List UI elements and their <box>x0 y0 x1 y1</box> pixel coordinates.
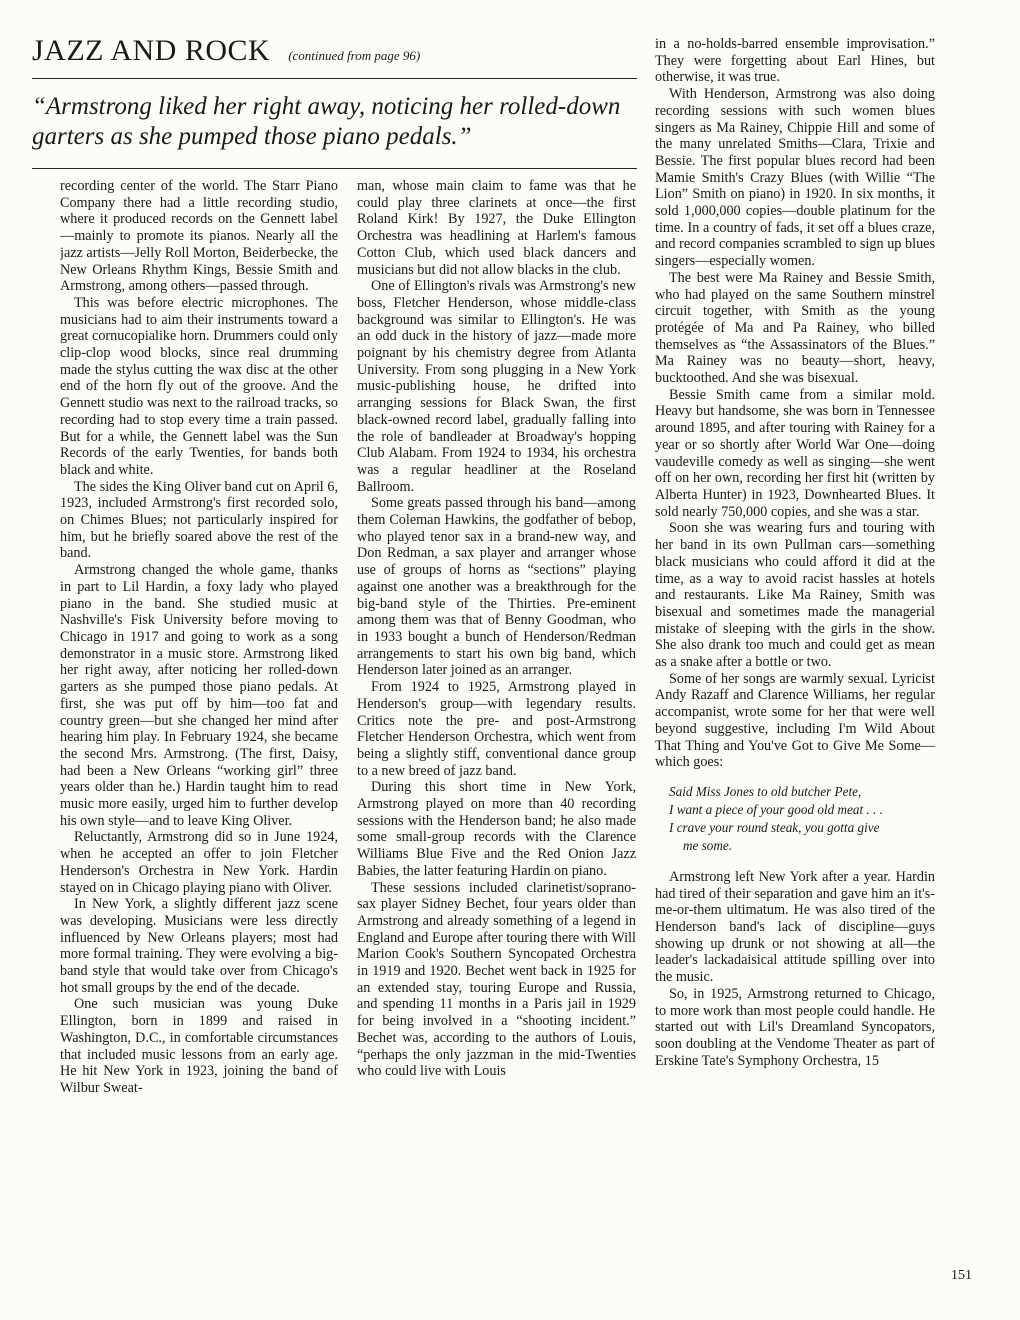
paragraph: The sides the King Oliver band cut on April 6, 1923, included Armstrong's first recorded solo, on Chimes Blues; not particularly inspired for him, but he briefly soared above the rest of the band. <box>60 478 338 562</box>
paragraph: One such musician was young Duke Ellington, born in 1899 and raised in Washington, D.C., in comfortable circumstances that included music lessons from an early age. He hit New York in 1923, joining the band of Wilbur Sweat- <box>60 996 338 1096</box>
paragraph: Some of her songs are warmly sexual. Lyricist Andy Razaff and Clarence Williams, her regular accompanist, wrote some for her that were well beyond suggestive, including I'm Wild About That Thing and You've Got to Give Me Some—which goes: <box>655 670 935 771</box>
continuation-note: (continued from page 96) <box>288 48 421 63</box>
paragraph: One of Ellington's rivals was Armstrong's new boss, Fletcher Henderson, whose middle-class background was similar to Ellington's. He was an odd duck in the history of jazz—made more poignant by his chemistry degree from Atlanta University. From song plugging in a New York music-publishing house, he drifted into arranging sessions for Black Swan, the first black-owned record label, gradually falling into the role of bandleader at Broadway's hopping Club Alabam. From 1924 to 1934, his orchestra was a regular headliner at the Roseland Ballroom. <box>357 278 636 495</box>
column-3 <box>655 36 935 1290</box>
paragraph: Armstrong left New York after a year. Hardin had tired of their separation and gave him an it's-me-or-them ultimatum. He was also tired of the Henderson band's lack of discipline—guys showing up drunk or not showing at all—the leader's lackadaisical attitude spilling over into the music. <box>655 868 935 986</box>
paragraph: Bessie Smith came from a similar mold. Heavy but handsome, she was born in Tennessee around 1895, and after touring with Rainey for a year or so shortly after World War One—doing vaudeville comedy as well as singing—she went off on her own, recording her first hit (written by Alberta Hunter) in 1923, Downhearted Blues. It sold nearly 750,000 copies, and she was a star. <box>655 386 935 520</box>
paragraph: Soon she was wearing furs and touring with her band in its own Pullman cars—something black musicians who could afford it did at the time, as a way to avoid racist hassles at hotels and restaurants. Like Ma Rainey, Smith was bisexual and sometimes made the managerial mistake of sleeping with the girls in the show. She also drank too much and could get as mean as a snake after a bottle or two. <box>655 520 935 671</box>
paragraph: In New York, a slightly different jazz scene was developing. Musicians were less directly influenced by New Orleans players; most had more formal training. They were evolving a big-band style that would take over from Chicago's hot small groups by the end of the decade. <box>60 896 338 996</box>
column-1 <box>60 178 338 1290</box>
paragraph: From 1924 to 1925, Armstrong played in Henderson's group—with legendary results. Critics note the pre- and post-Armstrong Fletcher Henderson Orchestra, which went from being a slightly stiff, conventional dance group to a new breed of jazz band. <box>357 679 636 779</box>
paragraph: This was before electric microphones. The musicians had to aim their instruments toward a great cornucopialike horn. Drummers could only clip-clop wood blocks, since real drumming made the stylus cutting the wax disc at the other end of the horn fly out of the groove. And the Gennett studio was next to the railroad tracks, so recording had to stop every time a train passed. But for a while, the Gennett label was the Sun Records of the early Twenties, for bands both black and white. <box>60 294 338 478</box>
pullquote-rule <box>32 168 637 169</box>
lyric-line: I want a piece of your good old meat . . . <box>669 801 883 817</box>
lyric-line: I crave your round steak, you gotta give <box>669 819 880 835</box>
song-lyrics <box>669 783 935 855</box>
paragraph: So, in 1925, Armstrong returned to Chicago, to more work than most people could handle. He started out with Lil's Dreamland Syncopators, soon doubling at the Vendome Theater as part of Erskine Tate's Symphony Orchestra, 15 <box>655 985 935 1069</box>
paragraph: Armstrong changed the whole game, thanks in part to Lil Hardin, a foxy lady who played piano in the band. She studied music at Nashville's Fisk University before moving to Chicago in 1917 and going to work as a song demonstrator in a music store. Armstrong liked her right away, after noticing her rolled-down garters as she pumped those piano pedals. At first, she was put off by him—too fat and country green—but she changed her mind after hearing him play. In February 1924, she became the second Mrs. Armstrong. (The first, Daisy, had been a New Orleans “working girl” three years older than he.) Hardin taught him to read music more easily, urged him to further develop his own style—and to leave King Oliver. <box>60 562 338 829</box>
paragraph: The best were Ma Rainey and Bessie Smith, who had played on the same Southern minstrel circuit together, with Smith as the young protégée of Ma and Pa Rainey, who billed themselves as “the Assassinators of the Blues.” Ma Rainey was no beauty—short, heavy, bucktoothed. And she was bisexual. <box>655 269 935 387</box>
header-rule <box>32 78 637 79</box>
pull-quote: “Armstrong liked her right away, noticing her rolled-down garters as she pumped those piano pedals.” <box>32 93 621 150</box>
column-2 <box>357 178 636 1290</box>
paragraph: recording center of the world. The Starr Piano Company there had a little recording studio, where it produced records on the Gennett label—mainly to promote its pianos. Nearly all the jazz artists—Jelly Roll Morton, Beiderbecke, the New Orleans Rhythm Kings, Bessie Smith and Armstrong, among others—passed through. <box>60 178 338 295</box>
article-header <box>32 34 637 68</box>
paragraph: in a no-holds-barred ensemble improvisation.” They were forgetting about Earl Hines, but otherwise, it was true. <box>655 36 935 86</box>
paragraph: Some greats passed through his band—among them Coleman Hawkins, the godfather of bebop, who played tenor sax in a brand-new way, and Don Redman, a sax player and arranger whose use of groups of horns as “sections” playing against one another was a breakthrough for the big-band style of the Thirties. Pre-eminent among them was that of Benny Goodman, who in 1933 bought a bunch of Henderson/Redman arrangements to start his own big band, which Henderson later joined as an arranger. <box>357 495 636 679</box>
lyric-line: me some. <box>683 837 733 853</box>
paragraph: With Henderson, Armstrong was also doing recording sessions with such women blues singers as Ma Rainey, Chippie Hill and some of the many unrelated Smiths—Clara, Trixie and Bessie. The first popular blues record had been Mamie Smith's Crazy Blues (with Willie “The Lion” Smith on piano) in 1920. In six months, it sold 1,000,000 copies—double platinum for the time. In a country of fads, it set off a blues craze, and record companies scrambled to sign up blues singers—especially women. <box>655 86 935 270</box>
paragraph: These sessions included clarinetist/soprano-sax player Sidney Bechet, four years older than Armstrong and already something of a legend in England and Europe after touring there with Will Marion Cook's Southern Syncopated Orchestra in 1919 and 1920. Bechet went back in 1925 for an extended stay, touring Europe and Russia, and spending 11 months in a Paris jail in 1929 for being involved in a “shooting incident.” Bechet was, according to the authors of Louis, “perhaps the only jazzman in the mid-Twenties who could live with Louis <box>357 879 636 1080</box>
paragraph: man, whose main claim to fame was that he could play three clarinets at once—the first Roland Kirk! By 1927, the Duke Ellington Orchestra was headlining at Harlem's famous Cotton Club, which used black dancers and musicians but did not allow blacks in the club. <box>357 178 636 278</box>
paragraph: During this short time in New York, Armstrong played on more than 40 recording sessions with the Henderson band; he also made some small-group records with the Clarence Williams Blue Five and the Red Onion Jazz Babies, the latter featuring Hardin on piano. <box>357 779 636 879</box>
section-title: JAZZ AND ROCK <box>32 34 271 67</box>
page-number: 151 <box>951 1268 972 1283</box>
lyric-line: Said Miss Jones to old butcher Pete, <box>669 783 862 799</box>
paragraph: Reluctantly, Armstrong did so in June 1924, when he accepted an offer to join Fletcher Henderson's Orchestra in New York. Hardin stayed on in Chicago playing piano with Oliver. <box>60 829 338 896</box>
